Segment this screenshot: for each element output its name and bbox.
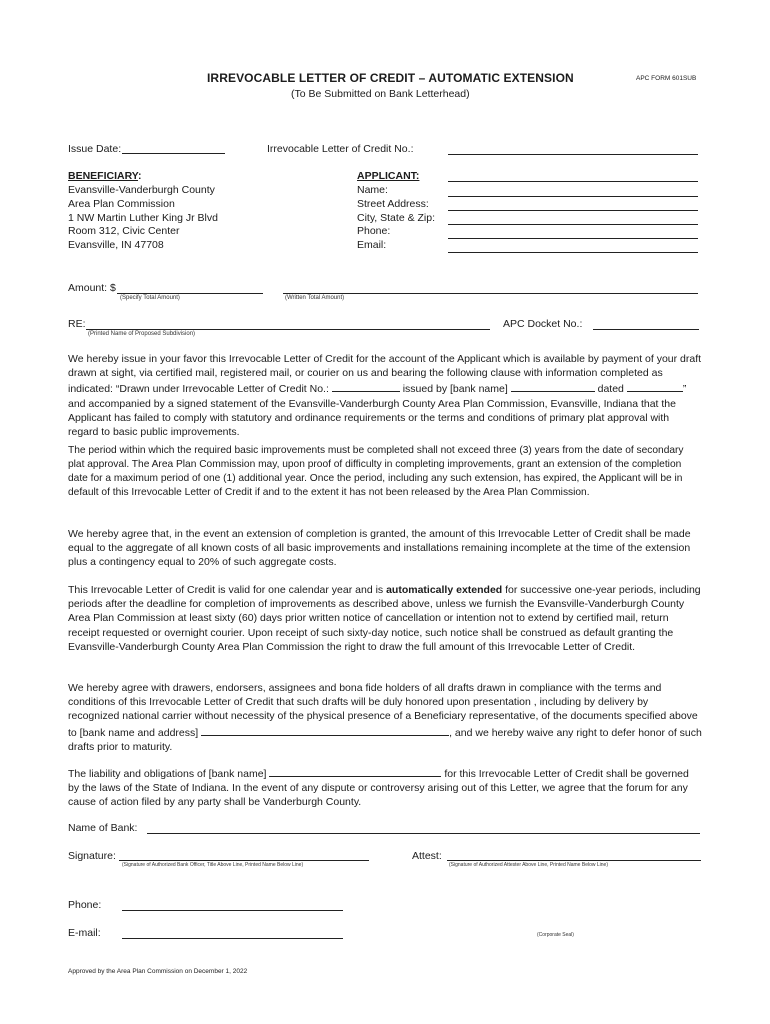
approval-footer: Approved by the Area Plan Commission on December 1, 2022 (68, 968, 248, 975)
issue-date-field[interactable] (122, 153, 225, 154)
beneficiary-heading: BENEFICIARY: (68, 170, 142, 182)
applicant-name-field[interactable] (448, 196, 698, 197)
applicant-phone-label: Phone: (357, 225, 391, 238)
applicant-email-label: Email: (357, 239, 387, 252)
paragraph-period: The period within which the required basic improvements must be completed shall not exceed three (3) years from the date of secondary plat approval. The Area Plan Commission may, upon proof of difficulty in completing improvements, grant an extension of the completion date for a maximum period of one (1) additional year. Once the period, including any such extension, has expired, the Applicant will be in default of this Irrevocable Letter of Credit if and to the extent it has not been released by the Area Plan Commission. (68, 445, 684, 498)
applicant-heading: APPLICANT: (357, 170, 420, 182)
subdivision-hint: (Printed Name of Proposed Subdivision) (88, 331, 196, 337)
beneficiary-line: Area Plan Commission (68, 197, 175, 210)
amount-specify-hint: (Specify Total Amount) (120, 295, 180, 301)
clause-date-blank[interactable] (627, 380, 683, 392)
bank-name-label: Name of Bank: (68, 822, 138, 834)
bank-address-blank[interactable] (201, 724, 449, 736)
amount-written-field[interactable] (283, 293, 698, 294)
liability-bank-blank[interactable] (269, 765, 441, 777)
signature-label: Signature: (68, 850, 116, 862)
applicant-name-label: Name: (357, 184, 388, 196)
subdivision-field[interactable] (86, 329, 490, 330)
beneficiary-line: Room 312, Civic Center (68, 225, 180, 238)
paragraph-issue: We hereby issue in your favor this Irrevocable Letter of Credit for the account of the Applicant which is available by payment of your draft drawn at sight, via certified mail, registered mail, or courier on us and bearing the following clause with information completed as indicated: “Drawn under Irrevocable Letter of Credit No.: issued by [bank name] dated ” and accompanied by a signed statement of the Evansville-Vanderburgh County Area Plan Commission, Evansville, Indiana that the Applicant has failed to comply with statutory and ordinance requirements or the terms and conditions of primary plat approval with regard to basic public improvements. (68, 353, 702, 439)
automatic-extension-emphasis: automatically extended (386, 584, 503, 596)
applicant-fields (357, 184, 435, 253)
beneficiary-line: Evansville, IN 47708 (68, 239, 164, 252)
document-subtitle: (To Be Submitted on Bank Letterhead) (291, 88, 470, 100)
applicant-city-field[interactable] (448, 224, 698, 225)
signature-field[interactable] (119, 860, 369, 861)
applicant-street-label: Street Address: (357, 197, 429, 210)
beneficiary-address (68, 184, 218, 253)
signature-hint: (Signature of Authorized Bank Officer, Title Above Line, Printed Name Below Line) (122, 862, 304, 868)
corporate-seal-label: (Corporate Seal) (537, 932, 574, 938)
amount-written-hint: (Written Total Amount) (285, 295, 345, 301)
applicant-top-line[interactable] (448, 181, 698, 182)
paragraph-liability: The liability and obligations of [bank name] for this Irrevocable Letter of Credit shall be governed by the laws of the State of Indiana. In the event of any dispute or controversy arising out of this Letter, we agree that the forum for any cause of action filed by any party shall be Vanderburgh County. (68, 765, 702, 810)
amount-numeric-field[interactable] (117, 293, 263, 294)
phone-field[interactable] (122, 910, 343, 911)
applicant-email-field[interactable] (448, 252, 698, 253)
attest-hint: (Signature of Authorized Attester Above Line, Printed Name Below Line) (449, 862, 608, 868)
paragraph-honor: We hereby agree with drawers, endorsers, assignees and bona fide holders of all drafts drawn in compliance with the terms and conditions of this Irrevocable Letter of Credit that such drafts will be duly honored upon presentation , including by delivery by recognized national carrier without necessity of the physical presence of a Beneficiary representative, of the documents specified above to [bank name and address] , and we hereby waive any right to defer honor of such drafts prior to maturity. (68, 682, 702, 753)
bank-name-field[interactable] (147, 833, 700, 834)
phone-label: Phone: (68, 899, 102, 911)
issue-date-label: Issue Date: (68, 143, 122, 155)
beneficiary-line: 1 NW Martin Luther King Jr Blvd (68, 211, 218, 224)
re-label: RE: (68, 318, 86, 330)
docket-label: APC Docket No.: (503, 318, 583, 330)
paragraph-extension-amount: We hereby agree that, in the event an extension of completion is granted, the amount of this Irrevocable Letter of Credit shall be made equal to the aggregate of all known costs of all basic improvements and installations remaining incomplete at the time of the extension plus a contingency equal to 20% of such aggregate costs. (68, 528, 691, 569)
applicant-street-field[interactable] (448, 210, 698, 211)
email-label: E-mail: (68, 927, 101, 939)
attest-field[interactable] (447, 860, 701, 861)
loc-number-field[interactable] (448, 154, 698, 155)
clause-bank-blank[interactable] (511, 380, 595, 392)
email-field[interactable] (122, 938, 343, 939)
attest-label: Attest: (412, 850, 442, 862)
beneficiary-line: Evansville-Vanderburgh County (68, 184, 215, 196)
document-title: IRREVOCABLE LETTER OF CREDIT – AUTOMATIC EXTENSION (207, 71, 574, 85)
clause-loc-no-blank[interactable] (332, 380, 400, 392)
docket-field[interactable] (593, 329, 699, 330)
form-number: APC FORM 601SUB (636, 75, 697, 82)
paragraph-validity: This Irrevocable Letter of Credit is valid for one calendar year and is automatically extended for successive one-year periods, including periods after the deadline for completion of improvements as described above, unless we furnish the Evansville-Vanderburgh County Area Plan Commission at least sixty (60) days prior written notice of cancellation or intention not to extend by certified mail, return receipt requested or overnight courier. Upon receipt of such sixty-day notice, such notice shall be construed as default granting the Evansville-Vanderburgh County Area Plan Commission the right to draw the full amount of this Irrevocable Letter of Credit. (68, 584, 701, 653)
loc-number-label: Irrevocable Letter of Credit No.: (267, 143, 414, 155)
applicant-city-label: City, State & Zip: (357, 211, 435, 224)
applicant-phone-field[interactable] (448, 238, 698, 239)
amount-label: Amount: $ (68, 282, 116, 294)
